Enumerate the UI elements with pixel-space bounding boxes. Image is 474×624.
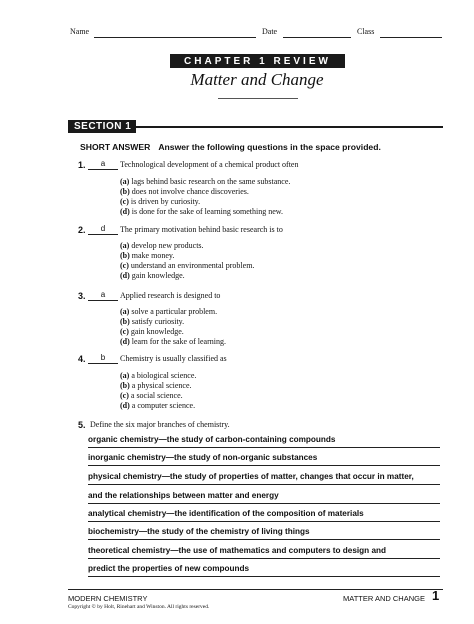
name-label: Name <box>70 27 90 36</box>
option-c: (c) gain knowledge. <box>120 327 184 336</box>
option-b: (b) make money. <box>120 251 175 260</box>
option-a: (a) develop new products. <box>120 241 204 250</box>
date-label: Date <box>262 27 278 36</box>
class-label: Class <box>357 27 375 36</box>
answer-line-4[interactable]: and the relationships between matter and energy <box>88 491 440 504</box>
class-field[interactable] <box>380 37 442 38</box>
answer-line-1[interactable]: organic chemistry—the study of carbon-containing compounds <box>88 435 440 448</box>
question-number: 2. <box>78 225 86 235</box>
answer-line-5[interactable]: analytical chemistry—the identification of the composition of materials <box>88 509 440 522</box>
option-c: (c) a social science. <box>120 391 183 400</box>
copyright-notice: Copyright © by Holt, Rinehart and Winston. All rights reserved. <box>68 604 210 610</box>
name-field[interactable] <box>94 37 256 38</box>
question-5-number: 5. <box>78 420 86 430</box>
footer-chapter-title: MATTER AND CHANGE <box>343 594 425 603</box>
instructions-text: Answer the following questions in the space provided. <box>158 142 381 152</box>
section-label: SECTION 1 <box>68 120 136 133</box>
option-d: (d) a computer science. <box>120 401 196 410</box>
option-c: (c) understand an environmental problem. <box>120 261 255 270</box>
option-d: (d) is done for the sake of learning something new. <box>120 207 283 216</box>
question-number: 1. <box>78 160 86 170</box>
answer-blank[interactable]: b <box>88 353 118 364</box>
answer-blank[interactable]: d <box>88 224 118 235</box>
question-number: 3. <box>78 291 86 301</box>
answer-line-6[interactable]: biochemistry—the study of the chemistry of living things <box>88 527 440 540</box>
title-divider <box>218 98 298 99</box>
question-number: 4. <box>78 354 86 364</box>
footer-divider <box>68 589 443 590</box>
option-d: (d) learn for the sake of learning. <box>120 337 226 346</box>
instructions <box>80 142 381 152</box>
answer-line-3[interactable]: physical chemistry—the study of properties of matter, changes that occur in matter, <box>88 472 440 485</box>
page-number: 1 <box>432 588 440 603</box>
option-b: (b) a physical science. <box>120 381 192 390</box>
option-d: (d) gain knowledge. <box>120 271 185 280</box>
option-a: (a) a biological science. <box>120 371 197 380</box>
date-field[interactable] <box>283 37 351 38</box>
question-5-text: Define the six major branches of chemistry. <box>90 420 230 429</box>
answer-line-8[interactable]: predict the properties of new compounds <box>88 564 440 577</box>
answer-blank[interactable]: a <box>88 290 118 301</box>
question-text: Applied research is designed to <box>120 291 221 300</box>
question-text: Chemistry is usually classified as <box>120 354 227 363</box>
option-c: (c) is driven by curiosity. <box>120 197 201 206</box>
option-a: (a) lags behind basic research on the same substance. <box>120 177 291 186</box>
option-b: (b) does not involve chance discoveries. <box>120 187 249 196</box>
answer-line-7[interactable]: theoretical chemistry—the use of mathematics and computers to design and <box>88 546 440 559</box>
chapter-title: Matter and Change <box>190 70 324 89</box>
answer-line-2[interactable]: inorganic chemistry—the study of non-organic substances <box>88 453 440 466</box>
chapter-banner: CHAPTER 1 REVIEW <box>170 54 345 68</box>
question-text: Technological development of a chemical product often <box>120 160 299 169</box>
question-text: The primary motivation behind basic research is to <box>120 225 283 234</box>
answer-blank[interactable]: a <box>88 159 118 170</box>
instructions-heading: SHORT ANSWER <box>80 142 151 152</box>
option-b: (b) satisfy curiosity. <box>120 317 185 326</box>
option-a: (a) solve a particular problem. <box>120 307 218 316</box>
footer-book-title: MODERN CHEMISTRY <box>68 594 148 603</box>
